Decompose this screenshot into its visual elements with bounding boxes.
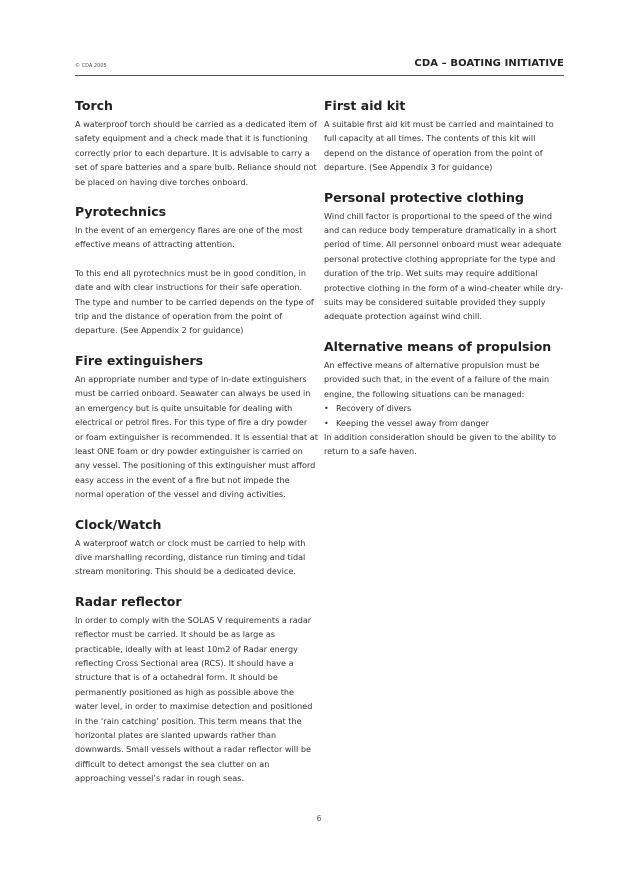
bullet-glyph: • <box>324 417 329 428</box>
propulsion-list <box>324 401 567 430</box>
document-title: CDA – BOATING INITIATIVE <box>414 58 564 69</box>
list-item-text: Recovery of divers <box>336 403 412 414</box>
section-fire-extinguishers <box>75 352 318 502</box>
section-paragraph: To this end all pyrotechnics must be in good condition, in date and with clear instructions for their safe operation. The type and number to be carried depends on the type of trip and the distance of operation from the point of departure. (See Appendix 2 for guidance) <box>75 267 314 336</box>
section-clock-watch <box>75 516 318 579</box>
section-pyrotechnics <box>75 203 318 338</box>
section-first-aid-kit <box>324 97 567 175</box>
section-heading: First aid kit <box>324 98 406 113</box>
section-paragraph: In the event of an emergency flares are one of the most effective means of attracting attention. <box>75 225 303 250</box>
section-paragraph: A suitable first aid kit must be carried and maintained to full capacity at all times. The contents of this kit will depend on the distance of operation from the point of departure. (See Appendix 3 for guidance) <box>324 119 554 173</box>
section-radar-reflector <box>75 593 318 786</box>
section-heading: Pyrotechnics <box>75 204 167 220</box>
right-column <box>324 97 567 473</box>
section-heading: Personal protective clothing <box>324 189 524 205</box>
list-item <box>324 416 567 430</box>
section-paragraph: Wind chill factor is proportional to the speed of the wind and can reduce body temperature dramatically in a short period of time. All personnel onboard must wear adequate personal protective clothing appropriate for the type and duration of the trip. Wet suits may require additional protective clothing in the form of a wind-cheater while dry-suits may be considered suitable provided they supply adequate protection against wind chill. <box>324 210 564 322</box>
section-protective-clothing <box>324 189 567 324</box>
section-paragraph: A waterproof torch should be carried as a dedicated item of safety equipment and a check made that it is functioning correctly prior to each departure. It is advisable to carry a set of spare batteries and a spare bulb. Reliance should not be placed on having dive torches onboard. <box>75 119 317 187</box>
list-item-text: Keeping the vessel away from danger <box>336 417 489 428</box>
section-paragraph: In addition consideration should be given to the ability to return to a safe haven. <box>324 431 557 457</box>
page-number: 6 <box>316 814 322 823</box>
page-header <box>75 57 564 76</box>
section-paragraph: An effective means of alternative propulsion must be provided such that, in the event of a failure of the main engine, the following situations can be managed: <box>324 359 550 399</box>
section-paragraph: An appropriate number and type of in-date extinguishers must be carried onboard. Seawater can always be used in an emergency but is quite unsuitable for dealing with electrical or petrol fires. For this type of fire a dry powder or foam extinguisher is recommended. It is essential that at least ONE foam or dry powder extinguisher is carried on any vessel. The positioning of this extinguisher must afford easy access in the event of a fire but not impede the normal operation of the vessel and diving activities. <box>75 373 318 500</box>
section-torch <box>75 97 318 189</box>
section-heading: Clock/Watch <box>75 516 162 532</box>
section-alternative-propulsion <box>324 338 567 459</box>
list-item <box>324 401 567 415</box>
section-paragraph: A waterproof watch or clock must be carried to help with dive marshalling recording, distance run timing and tidal stream monitoring. This should be a dedicated device. <box>75 537 306 577</box>
section-heading: Torch <box>75 98 113 113</box>
copyright-notice: © CDA 2005 <box>75 63 107 69</box>
bullet-glyph: • <box>324 403 329 414</box>
section-heading: Alternative means of propulsion <box>324 338 552 354</box>
left-column <box>75 97 318 800</box>
section-heading: Fire extinguishers <box>75 352 204 368</box>
section-heading: Radar reflector <box>75 593 182 609</box>
section-paragraph: In order to comply with the SOLAS V requirements a radar reflector must be carried. It should be as large as practicable, ideally with at least 10m2 of Radar energy reflecting Cross Sectional area (RCS). It should have a structure that is of a octahedral form. It should be permanently positioned as high as possible above the water level, in order to maximise detection and positioned in the ‘rain catching’ position. This term means that the horizontal plates are slanted upwards rather than downwards. Small vessels without a radar reflector will be difficult to detect amongst the sea clutter on an approaching vessel’s radar in rough seas. <box>75 614 313 784</box>
